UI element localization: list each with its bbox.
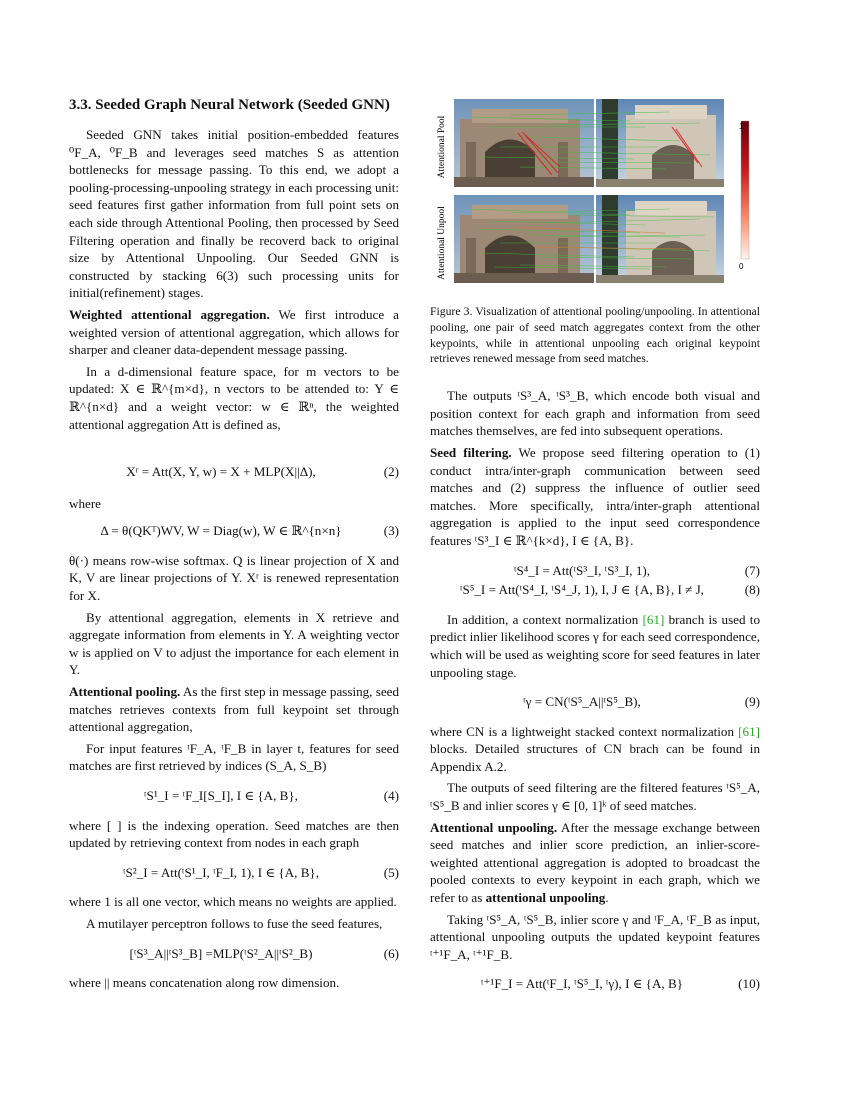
where-text: where (69, 495, 101, 511)
weighted-aggregation-text: We first introduce a weighted version of attentional aggregation, which allows for sharper and cleaner data-dependent message passing. (69, 306, 399, 358)
equation-5-number: (5) (383, 864, 399, 880)
mlp-paragraph: A mutilayer perceptron follows to fuse the seed features, (86, 915, 383, 931)
figure-3 (430, 97, 760, 289)
filtered-outputs-paragraph: The outputs of seed filtering are the filtered features ᵗS⁵_A, ᵗS⁵_B and inlier scores γ ∈ [0, 1]ᵏ of seed matches. (430, 780, 760, 814)
figure-3-caption: Figure 3. Visualization of attentional pooling/unpooling. In attentional pooling, one pair of seed match aggregates context from the other keypoints, while in attentional unpooling each original keypoint retrieves renewed message from seed matches. (430, 305, 760, 366)
equation-7-body: ᵗS⁴_I = Att(ᵗS³_I, ᵗS³_I, 1), (513, 562, 651, 578)
attentional-pooling-text: As the first step in message passing, seed matches retrieves contexts from full keypoint set through attentional aggregation, (69, 684, 399, 735)
equation-8-body: ᵗS⁵_I = Att(ᵗS⁴_I, ᵗS⁴_J, 1), I, J ∈ {A, B}, I ≠ J, (460, 582, 704, 598)
weighted-aggregation-paragraph (69, 306, 399, 359)
citation-61-second[interactable]: [61] (738, 723, 760, 739)
context-norm-text-a: In addition, a context normalization (447, 611, 643, 627)
pool-image-pair (454, 99, 724, 187)
attentional-unpooling-heading: Attentional unpooling. (430, 819, 558, 835)
equation-5-body: ᵗS²_I = Att(ᵗS¹_I, ᵗF_I, 1), I ∈ {A, B}, (123, 864, 319, 880)
equation-10 (430, 975, 760, 993)
equation-2-body: Xʳ = Att(X, Y, w) = X + MLP(X||Δ), (126, 464, 316, 480)
outputs-paragraph: The outputs ᵗS³_A, ᵗS³_B, which encode both visual and position context for each graph and information from seed matches themselves, are fed into subsequent operations. (430, 388, 760, 439)
equation-3-number: (3) (383, 523, 399, 539)
colorbar-max-label: 1 (739, 122, 744, 131)
cn-paragraph (430, 723, 760, 776)
equation-4-number: (4) (383, 788, 399, 803)
attentional-pooling-heading: Attentional pooling. (69, 684, 181, 700)
colorbar-min-label: 0 (739, 262, 744, 271)
figure-3-graphic (430, 97, 760, 289)
one-vector-paragraph: where 1 is all one vector, which means no weights are applied. (69, 894, 397, 910)
equation-6-body: [ᵗS³_A||ᵗS³_B] =MLP(ᵗS²_A||ᵗS²_B) (129, 945, 313, 961)
equation-9-body: ᵗγ = CN(ᵗS⁵_A||ᵗS⁵_B), (523, 694, 641, 710)
equation-9 (430, 693, 760, 711)
equation-5 (69, 864, 399, 882)
seed-filtering-paragraph (430, 444, 760, 550)
label-attentional-pool: Attentional Pool (437, 115, 447, 179)
context-norm-text-b: branch is used to predict inlier likelihood scores γ for each seed correspondence, which will be used as weighting score for seed features in later unpooling stage. (430, 611, 760, 680)
equation-7 (430, 562, 760, 580)
indexing-paragraph: where [ ] is the indexing operation. Seed matches are then updated by retrieving context from nodes in each graph (69, 817, 399, 851)
attentional-pooling-paragraph (69, 683, 399, 736)
attentional-unpooling-text: After the message exchange between seed matches and inlier score prediction, an inlier-score-weighted attentional aggregation is adopted to broadcast the pooled contexts to every keypoint in each graph, which we refer to as (430, 819, 760, 906)
cn-text-b: blocks. Detailed structures of CN brach can be found in Appendix A.2. (430, 741, 760, 774)
label-attentional-unpool: Attentional Unpool (437, 206, 447, 280)
equation-2-number: (2) (383, 464, 399, 480)
attentional-unpooling-end: . (605, 890, 609, 906)
equation-8 (430, 581, 760, 599)
colorbar (741, 121, 749, 259)
equation-10-number: (10) (738, 976, 760, 992)
equation-6-number: (6) (383, 945, 399, 961)
weighted-aggregation-heading: Weighted attentional aggregation. (69, 306, 270, 322)
seed-filtering-text: We propose seed filtering operation to (1) conduct intra/inter-graph communication between seed matches and (2) suppress the influence of outlier seed matches. More specifically, intra/inter-graph attentional aggregation is applied to the input seed correspondence features ᵗS³_I ∈ ℝ^{k×d}, I ∈ {A, B}. (430, 444, 760, 548)
taking-paragraph: Taking ᵗS⁵_A, ᵗS⁵_B, inlier score γ and ᵗF_A, ᵗF_B as input, attentional unpooling outputs the updated keypoint features ᵗ⁺¹F_A, ᵗ⁺¹F_B. (430, 911, 760, 962)
section-heading: 3.3. Seeded Graph Neural Network (Seeded GNN) (69, 97, 390, 113)
equation-4-body: ᵗS¹_I = ᵗF_I[S_I], I ∈ {A, B}, (144, 788, 298, 803)
equation-7-number: (7) (744, 562, 760, 578)
seed-filtering-heading: Seed filtering. (430, 444, 512, 460)
attentional-unpooling-paragraph (430, 819, 760, 907)
equation-9-number: (9) (744, 694, 760, 710)
intro-paragraph: Seeded GNN takes initial position-embedded features ⁰F_A, ⁰F_B and leverages seed matches S as attention bottlenecks for message passing. To this end, we adopt a pooling-processing-unpooling strategy in each processing unit: seed features first gather information from full point sets on each side through Attentional Pooling, then processed by Seed Filtering operation and finally be recoverd back to original size by Attentional Unpooling. Our Seeded GNN is constructed by stacking 6(3) such processing units for initial(refinement) stages. (69, 127, 399, 301)
feature-space-paragraph: In a d-dimensional feature space, for m vectors to be updated: X ∈ ℝ^{m×d}, n vectors to be attended to: Y ∈ ℝ^{n×d} and a weight vector: w ∈ ℝⁿ, the weighted attentional aggregation Att is defined as, (69, 363, 399, 432)
left-column (69, 96, 399, 996)
equation-10-body: ᵗ⁺¹F_I = Att(ᵗF_I, ᵗS⁵_I, ᵗγ), I ∈ {A, B} (481, 976, 683, 992)
equation-8-number: (8) (744, 582, 760, 598)
equation-2 (69, 463, 399, 481)
attentional-unpooling-term: attentional unpooling (485, 890, 606, 906)
right-column (430, 296, 760, 1005)
input-features-paragraph: For input features ᵗF_A, ᵗF_B in layer t, features for seed matches are first retrieved by indices (S_A, S_B) (69, 740, 399, 774)
equation-3 (69, 522, 399, 540)
context-norm-paragraph (430, 611, 760, 681)
unpool-image-pair (454, 195, 724, 283)
citation-61[interactable]: [61] (642, 611, 665, 627)
aggregation-paragraph: By attentional aggregation, elements in X retrieve and aggregate information from elements in Y. A weighting vector w is applied on V to adjust the importance for each element in Y. (69, 609, 399, 678)
cn-text-a: where CN is a lightweight stacked context normalization (430, 723, 739, 739)
equation-4 (69, 787, 399, 805)
equation-6 (69, 945, 399, 963)
softmax-paragraph: θ(·) means row-wise softmax. Q is linear projection of X and K, V are linear projections of Y. Xʳ is renewed representation for X. (69, 552, 399, 604)
concatenation-paragraph: where || means concatenation along row dimension. (69, 975, 340, 991)
equation-3-body: Δ = θ(QKᵀ)WV, W = Diag(w), W ∈ ℝ^{n×n} (100, 523, 342, 539)
